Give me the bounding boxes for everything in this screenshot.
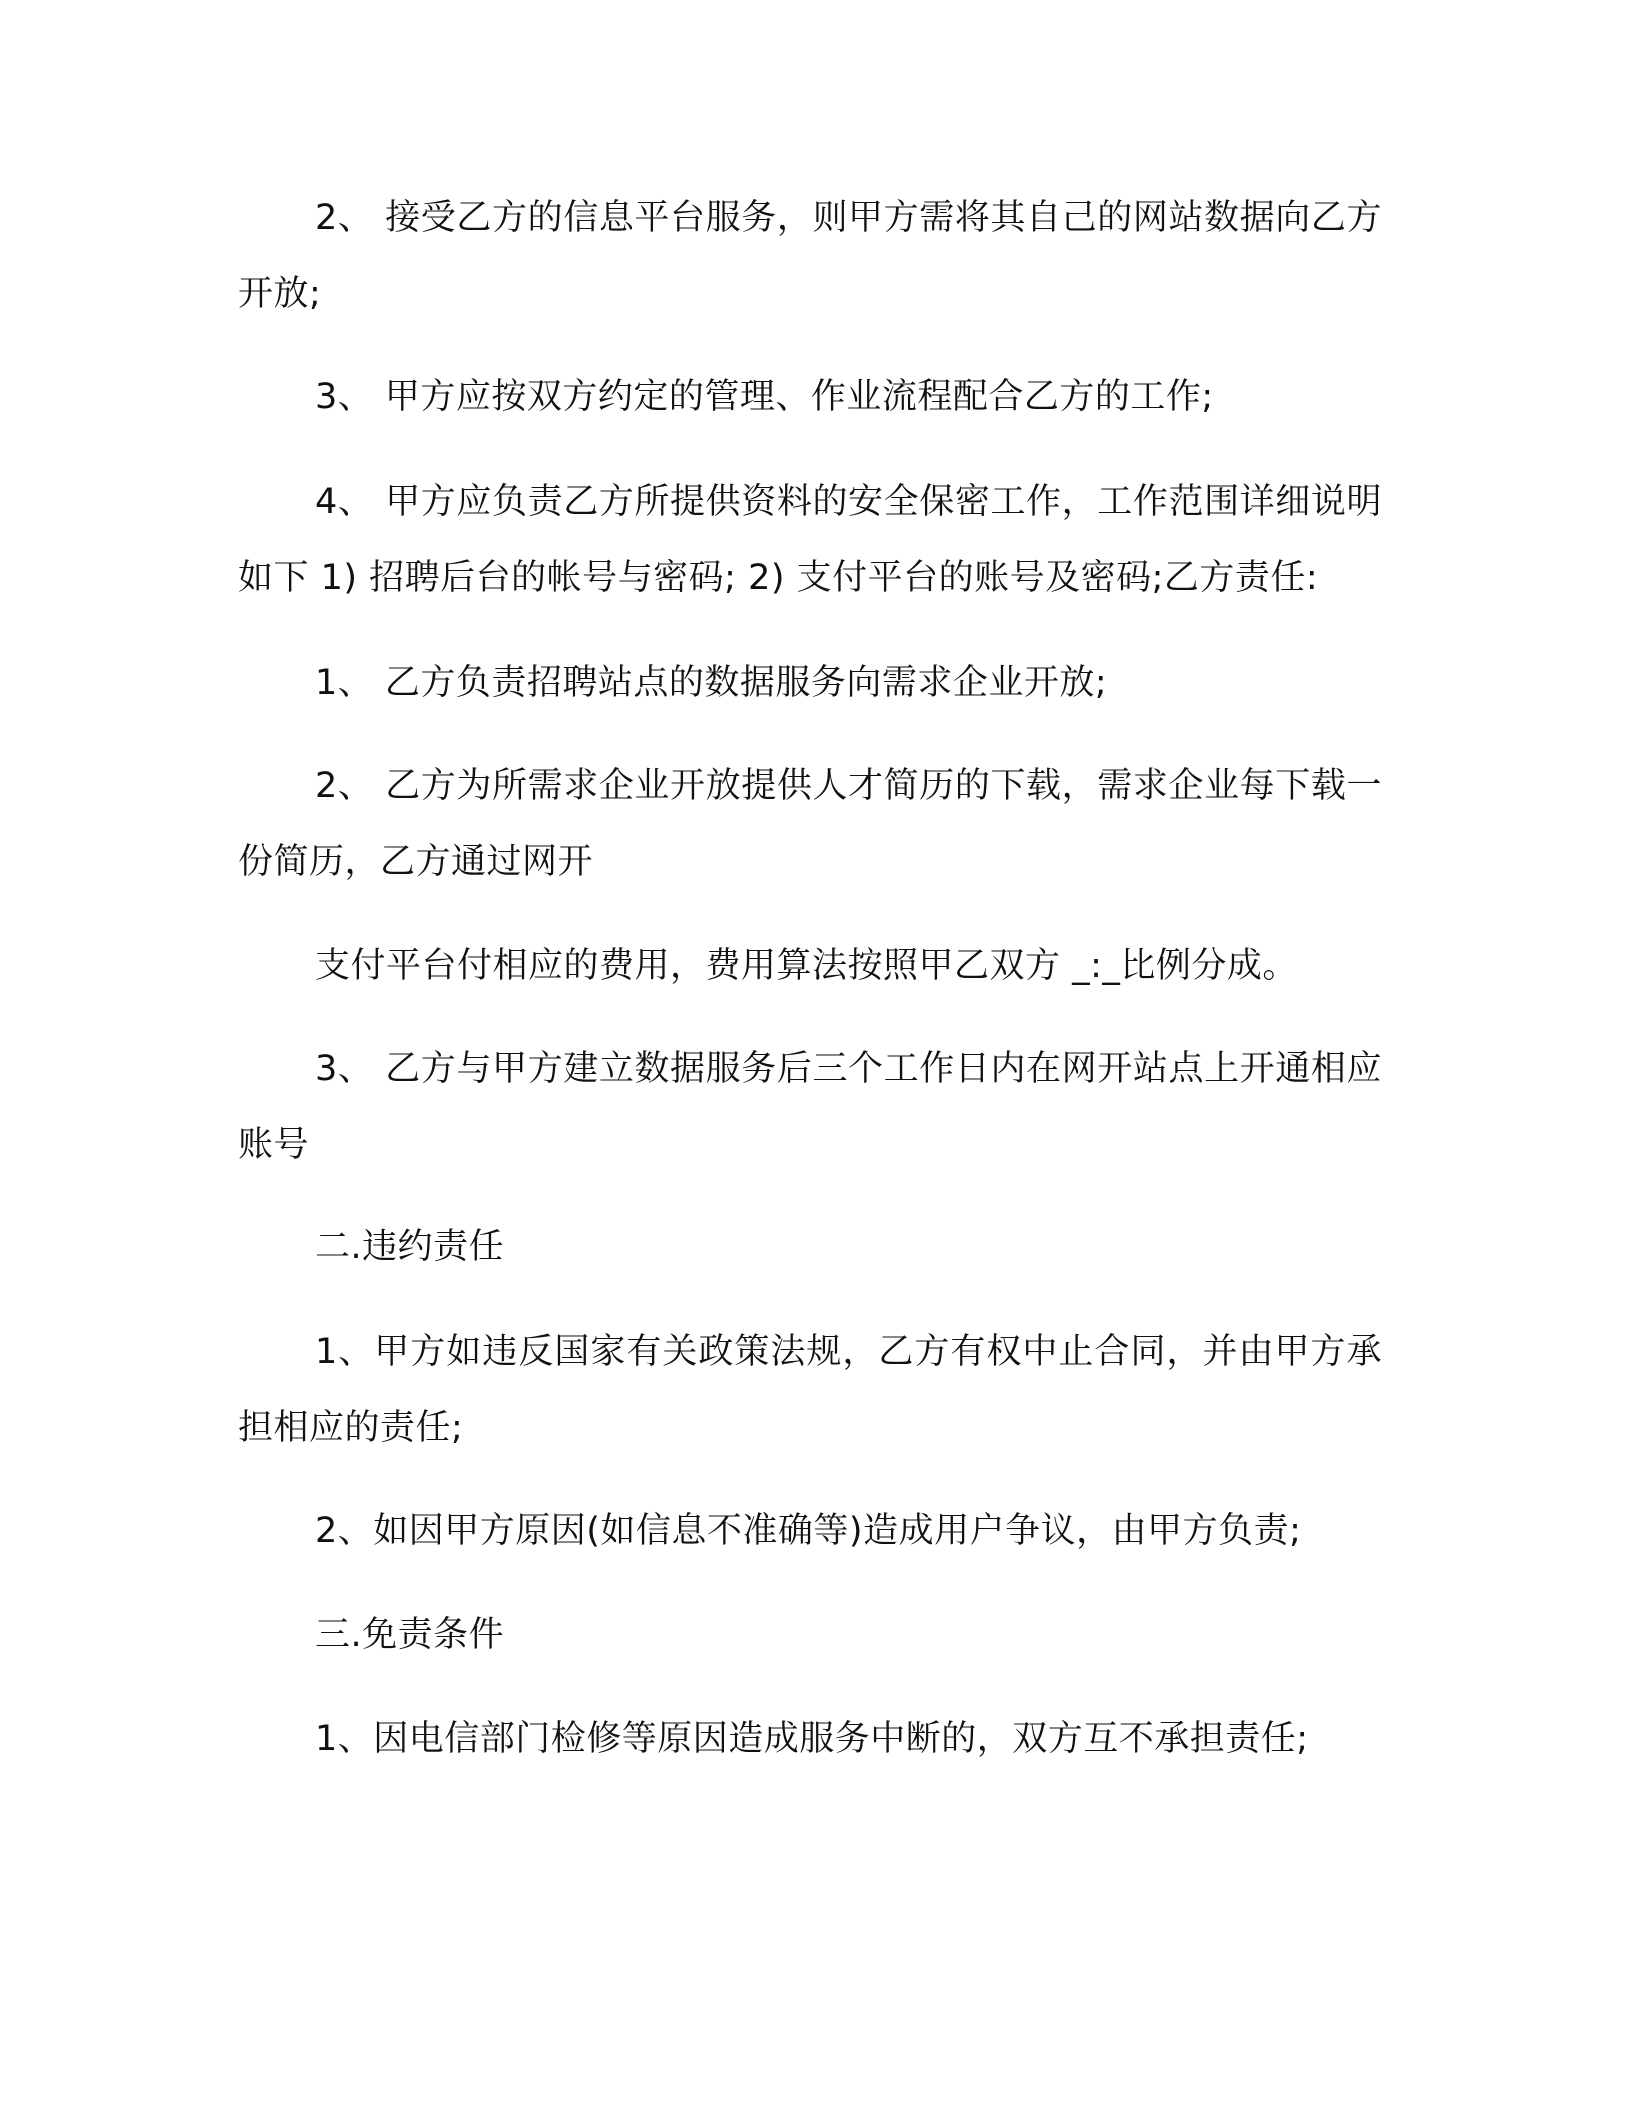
paragraph-payment-split: 支付平台付相应的费用，费用算法按照甲乙双方 _:_比例分成。 bbox=[315, 946, 1298, 986]
document-page bbox=[238, 0, 1382, 2112]
paragraph-item-3-workflow: 3、 甲方应按双方约定的管理、作业流程配合乙方的工作; bbox=[315, 377, 1214, 417]
paragraph-item-2-open-data: 2、 接受乙方的信息平台服务，则甲方需将其自己的网站数据向乙方开放; bbox=[238, 198, 1382, 314]
paragraph-exemption-item-1: 1、因电信部门检修等原因造成服务中断的，双方互不承担责任; bbox=[315, 1719, 1309, 1759]
section-heading-exemption: 三.免责条件 bbox=[315, 1615, 505, 1655]
paragraph-item-4-confidentiality: 4、 甲方应负责乙方所提供资料的安全保密工作，工作范围详细说明如下 1) 招聘后台的帐号与密码; 2) 支付平台的账号及密码;乙方责任: bbox=[238, 482, 1382, 598]
paragraph-party-b-item-2: 2、 乙方为所需求企业开放提供人才简历的下载，需求企业每下载一份简历，乙方通过网开 bbox=[238, 766, 1382, 882]
section-heading-breach: 二.违约责任 bbox=[315, 1227, 505, 1267]
paragraph-breach-item-2: 2、如因甲方原因(如信息不准确等)造成用户争议，由甲方负责; bbox=[315, 1511, 1302, 1551]
paragraph-party-b-item-3: 3、 乙方与甲方建立数据服务后三个工作日内在网开站点上开通相应账号 bbox=[238, 1049, 1382, 1165]
paragraph-breach-item-1: 1、甲方如违反国家有关政策法规，乙方有权中止合同，并由甲方承担相应的责任; bbox=[238, 1332, 1382, 1448]
paragraph-party-b-item-1: 1、 乙方负责招聘站点的数据服务向需求企业开放; bbox=[315, 663, 1108, 703]
